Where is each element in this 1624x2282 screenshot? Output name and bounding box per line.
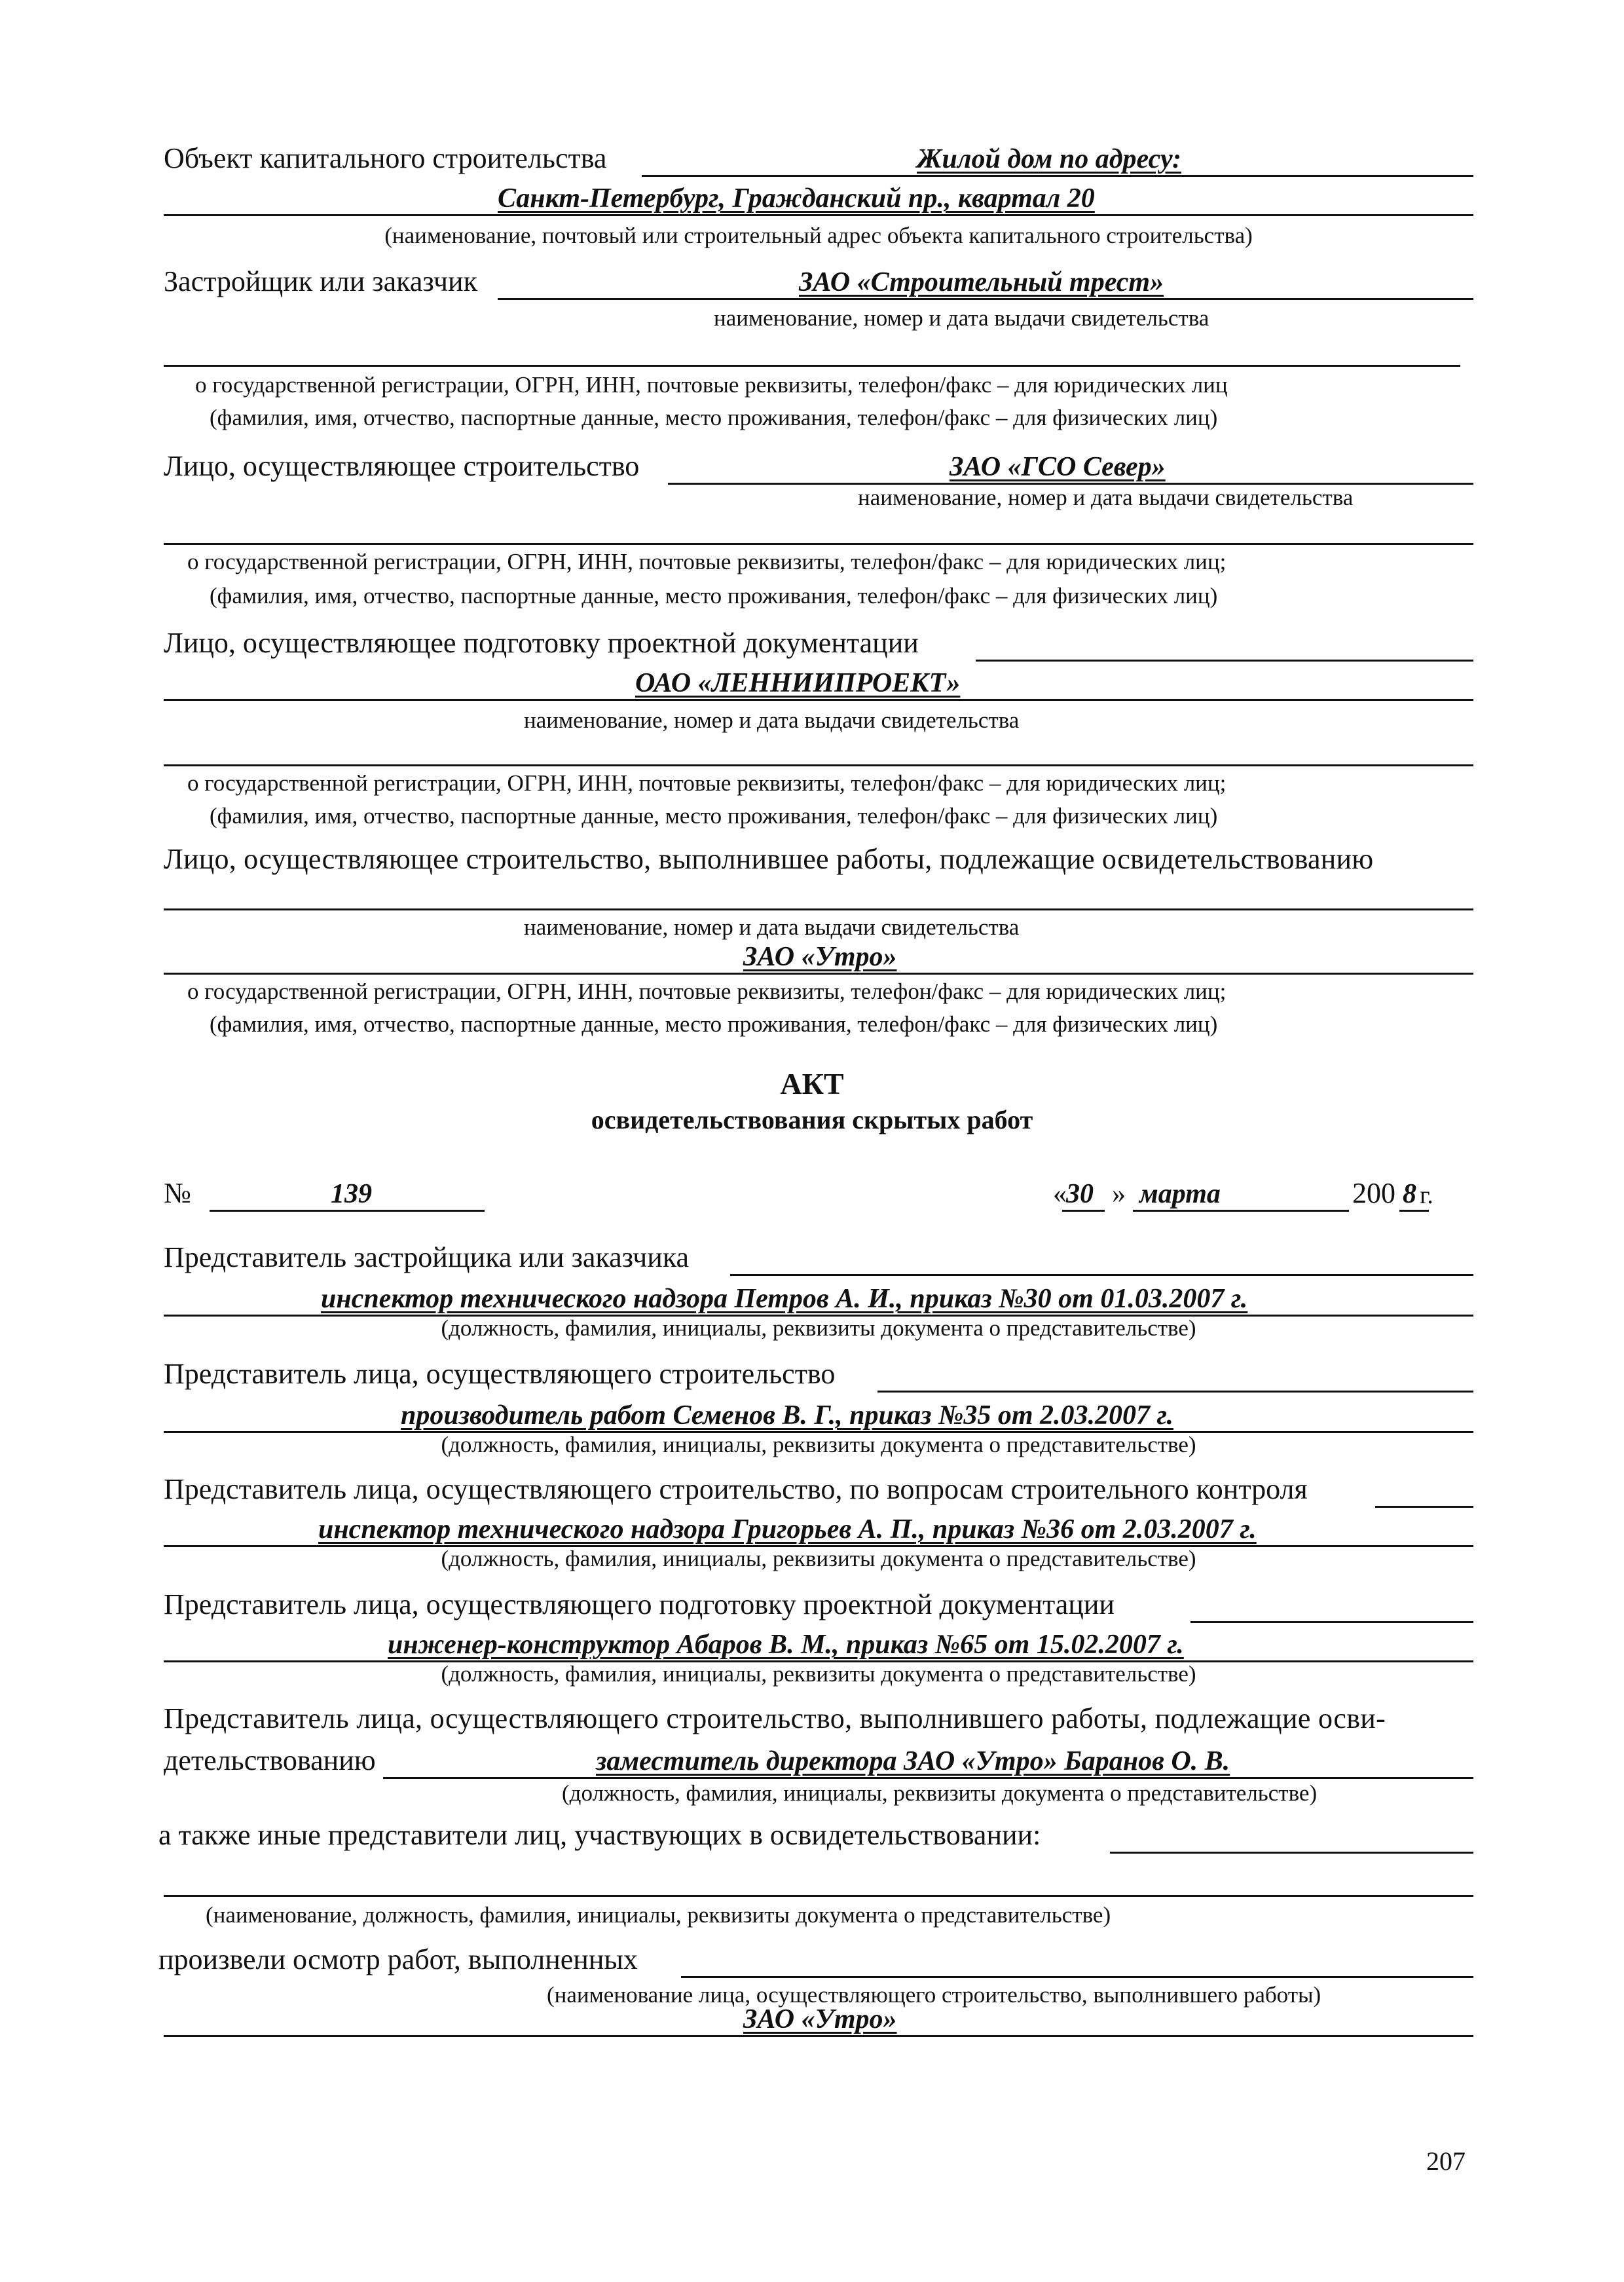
object-value-2: Санкт-Петербург, Гражданский пр., квартал 20: [498, 183, 1095, 214]
developer-row: [164, 261, 1473, 300]
act-day-close-quote: »: [1112, 1179, 1126, 1209]
designer-person: (фамилия, имя, отчество, паспортные данные, место проживания, телефон/факс – для физических лиц): [210, 803, 1218, 829]
rep3-hint: (должность, фамилия, инициалы, реквизиты документа о представительстве): [441, 1546, 1196, 1571]
developer-value: ЗАО «Строительный трест»: [799, 267, 1164, 297]
builder-reg: о государственной регистрации, ОГРН, ИНН, почтовые реквизиты, телефон/факс – для юридических лиц;: [187, 549, 1227, 574]
performer-value: ЗАО «Утро»: [743, 942, 897, 972]
rep1-line: [730, 1274, 1473, 1276]
page-number: 207: [1426, 2146, 1466, 2176]
builder-label: Лицо, осуществляющее строительство: [164, 450, 640, 482]
object-address-row: [164, 177, 1473, 216]
rep1-label: Представитель застройщика или заказчика: [164, 1241, 690, 1273]
rep4-row: [164, 1584, 1473, 1623]
rep5-label-1: Представитель лица, осуществляющего строительство, выполнившего работы, подлежащие осви-: [164, 1702, 1386, 1734]
developer-blank-row: [164, 327, 1460, 367]
act-number-label: №: [164, 1177, 191, 1209]
rep5-line: [383, 1777, 1473, 1779]
rep2-label: Представитель лица, осуществляющего строительство: [164, 1358, 836, 1390]
rep1-value: инспектор технического надзора Петров А. И., приказ №30 от 01.03.2007 г.: [321, 1284, 1248, 1314]
inspection-value-line: [164, 2035, 1473, 2037]
rep5-hint: (должность, фамилия, инициалы, реквизиты документа о представительстве): [562, 1780, 1318, 1806]
designer-value-line: [164, 699, 1473, 701]
rep4-hint: (должность, фамилия, инициалы, реквизиты документа о представительстве): [441, 1661, 1196, 1687]
designer-value: ОАО «ЛЕННИИПРОЕКТ»: [635, 668, 961, 698]
builder-blank-line: [164, 543, 1473, 545]
act-year-line: [1399, 1210, 1429, 1212]
rep5-value: заместитель директора ЗАО «Утро» Баранов О. В.: [596, 1746, 1230, 1776]
act-year-prefix: 200: [1352, 1177, 1395, 1209]
performer-reg: о государственной регистрации, ОГРН, ИНН, почтовые реквизиты, телефон/факс – для юридических лиц;: [187, 979, 1227, 1004]
others-label: а также иные представители лиц, участвующих в освидетельствовании:: [158, 1819, 1041, 1851]
rep5-row-2: [164, 1740, 1473, 1779]
builder-blank-row: [164, 506, 1473, 545]
developer-line: [498, 298, 1473, 300]
act-number: 139: [331, 1179, 372, 1209]
act-year-suffix: 8: [1403, 1179, 1416, 1209]
performer-blank-line: [164, 908, 1473, 910]
act-number-date-row: [164, 1172, 1473, 1212]
rep4-label: Представитель лица, осуществляющего подготовку проектной документации: [164, 1588, 1115, 1620]
builder-value: ЗАО «ГСО Север»: [950, 452, 1166, 482]
performer-value-row: [164, 935, 1473, 975]
rep4-value: инженер-конструктор Абаров В. М., приказ №65 от 15.02.2007 г.: [388, 1630, 1184, 1660]
builder-hint: наименование, номер и дата выдачи свидетельства: [858, 485, 1354, 510]
rep2-hint: (должность, фамилия, инициалы, реквизиты документа о представительстве): [441, 1432, 1196, 1457]
others-blank-row: [164, 1858, 1473, 1897]
object-row: [164, 138, 1473, 177]
inspection-label: произвели осмотр работ, выполненных: [158, 1943, 638, 1975]
builder-person: (фамилия, имя, отчество, паспортные данные, место проживания, телефон/факс – для физических лиц): [210, 583, 1218, 608]
designer-label: Лицо, осуществляющее подготовку проектной документации: [164, 627, 919, 659]
rep3-label: Представитель лица, осуществляющего строительство, по вопросам строительного контроля: [164, 1473, 1308, 1505]
rep5-label-2: детельствованию: [164, 1744, 376, 1776]
designer-row: [164, 622, 1473, 662]
inspection-value-row: [164, 1998, 1473, 2037]
rep1-row: [164, 1237, 1473, 1276]
developer-blank-line: [164, 365, 1460, 367]
developer-hint: наименование, номер и дата выдачи свидетельства: [714, 305, 1209, 331]
others-row: [158, 1814, 1473, 1854]
inspection-line: [681, 1976, 1473, 1978]
act-month-line: [1133, 1210, 1349, 1212]
rep4-value-row: [164, 1623, 1473, 1662]
act-day-line: [1062, 1210, 1105, 1212]
performer-value-line: [164, 973, 1473, 975]
act-day-open-quote: «: [1053, 1179, 1067, 1209]
rep1-hint: (должность, фамилия, инициалы, реквизиты документа о представительстве): [441, 1315, 1196, 1341]
rep5-row-1: [164, 1698, 1473, 1737]
inspection-row: [158, 1939, 1473, 1978]
act-number-line: [210, 1210, 485, 1212]
performer-label: Лицо, осуществляющее строительство, выполнившее работы, подлежащие освидетельствованию: [164, 843, 1374, 875]
performer-person: (фамилия, имя, отчество, паспортные данные, место проживания, телефон/факс – для физических лиц): [210, 1011, 1218, 1037]
act-title: АКТ: [780, 1067, 844, 1100]
rep3-row: [164, 1468, 1473, 1508]
act-month: марта: [1139, 1179, 1221, 1209]
act-year-abbr: г.: [1420, 1182, 1433, 1209]
others-blank-line: [164, 1895, 1473, 1897]
builder-row: [164, 445, 1473, 485]
object-hint: (наименование, почтовый или строительный адрес объекта капитального строительства): [384, 223, 1253, 248]
developer-person: (фамилия, имя, отчество, паспортные данные, место проживания, телефон/факс – для физических лиц): [210, 405, 1218, 430]
others-hint: (наименование, должность, фамилия, инициалы, реквизиты документа о представительстве): [206, 1902, 1111, 1928]
designer-reg: о государственной регистрации, ОГРН, ИНН, почтовые реквизиты, телефон/факс – для юридических лиц;: [187, 770, 1227, 796]
rep2-line: [877, 1391, 1473, 1393]
designer-blank-line: [164, 764, 1473, 766]
object-address-line: [164, 214, 1473, 216]
rep2-value-row: [164, 1394, 1473, 1433]
object-value-1: Жилой дом по адресу:: [917, 144, 1182, 174]
inspection-value: ЗАО «Утро»: [743, 2004, 897, 2034]
designer-hint: наименование, номер и дата выдачи свидетельства: [524, 707, 1020, 733]
designer-value-row: [164, 662, 1473, 701]
act-day: 30: [1066, 1179, 1094, 1209]
inspection-hint: (наименование лица, осуществляющего строительство, выполнившего работы): [547, 1982, 1321, 2008]
act-subtitle: освидетельствования скрытых работ: [591, 1105, 1033, 1134]
developer-reg: о государственной регистрации, ОГРН, ИНН, почтовые реквизиты, телефон/факс – для юридических лиц: [195, 372, 1228, 398]
rep1-value-row: [164, 1277, 1473, 1317]
rep3-value-row: [164, 1508, 1473, 1547]
developer-label: Застройщик или заказчик: [164, 265, 477, 297]
rep2-row: [164, 1353, 1473, 1393]
designer-blank-row: [164, 727, 1473, 766]
object-label: Объект капитального строительства: [164, 142, 607, 174]
rep3-value: инспектор технического надзора Григорьев А. П., приказ №36 от 2.03.2007 г.: [318, 1514, 1257, 1544]
rep2-value: производитель работ Семенов В. Г., приказ №35 от 2.03.2007 г.: [401, 1400, 1173, 1431]
performer-hint: наименование, номер и дата выдачи свидетельства: [524, 914, 1020, 940]
performer-blank-row: [164, 871, 1473, 910]
others-line: [1110, 1852, 1473, 1854]
